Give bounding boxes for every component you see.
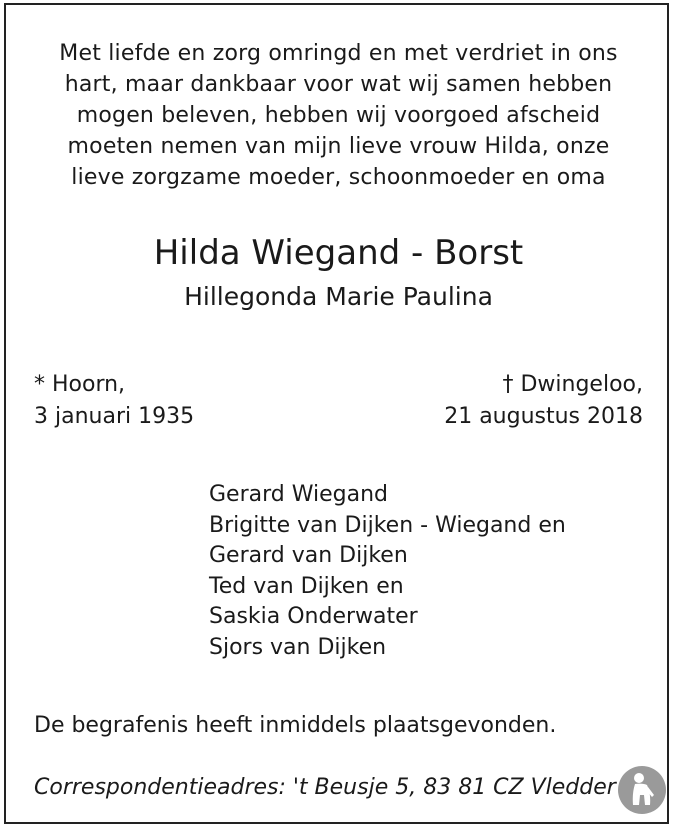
funeral-note: De begrafenis heeft inmiddels plaatsgevonden. <box>34 713 557 738</box>
family-member: Sjors van Dijken <box>209 634 387 660</box>
family-member: Gerard Wiegand <box>209 482 388 507</box>
family-member: Saskia Onderwater <box>209 604 418 630</box>
birth-date: 3 januari 1935 <box>34 404 195 429</box>
correspondence-address: Correspondentieadres: 't Beusje 5, 83 81 CZ Vledder <box>34 775 616 800</box>
intro-line: Met liefde en zorg omringd en met verdriet in ons <box>59 41 618 66</box>
family-member: Ted van Dijken en <box>209 573 404 599</box>
intro-line: hart, maar dankbaar voor wat wij samen hebben <box>64 72 613 97</box>
death-place: † Dwingeloo, <box>502 372 643 397</box>
death-info <box>444 369 643 433</box>
deceased-full-name: Hillegonda Marie Paulina <box>184 282 493 311</box>
mourning-figure-icon <box>617 765 667 815</box>
death-date: 21 augustus 2018 <box>444 404 643 429</box>
family-list <box>209 480 566 664</box>
birth-info <box>34 369 194 433</box>
intro-line: moeten nemen van mijn lieve vrouw Hilda, onze <box>67 134 610 159</box>
family-member: Brigitte van Dijken - Wiegand en <box>209 512 566 538</box>
birth-place: * Hoorn, <box>34 372 126 397</box>
intro-line: mogen beleven, hebben wij voorgoed afscheid <box>76 103 601 128</box>
family-member: Gerard van Dijken <box>209 543 408 569</box>
deceased-name: Hilda Wiegand - Borst <box>153 233 524 273</box>
intro-text <box>0 38 677 193</box>
intro-line: lieve zorgzame moeder, schoonmoeder en oma <box>71 165 606 190</box>
